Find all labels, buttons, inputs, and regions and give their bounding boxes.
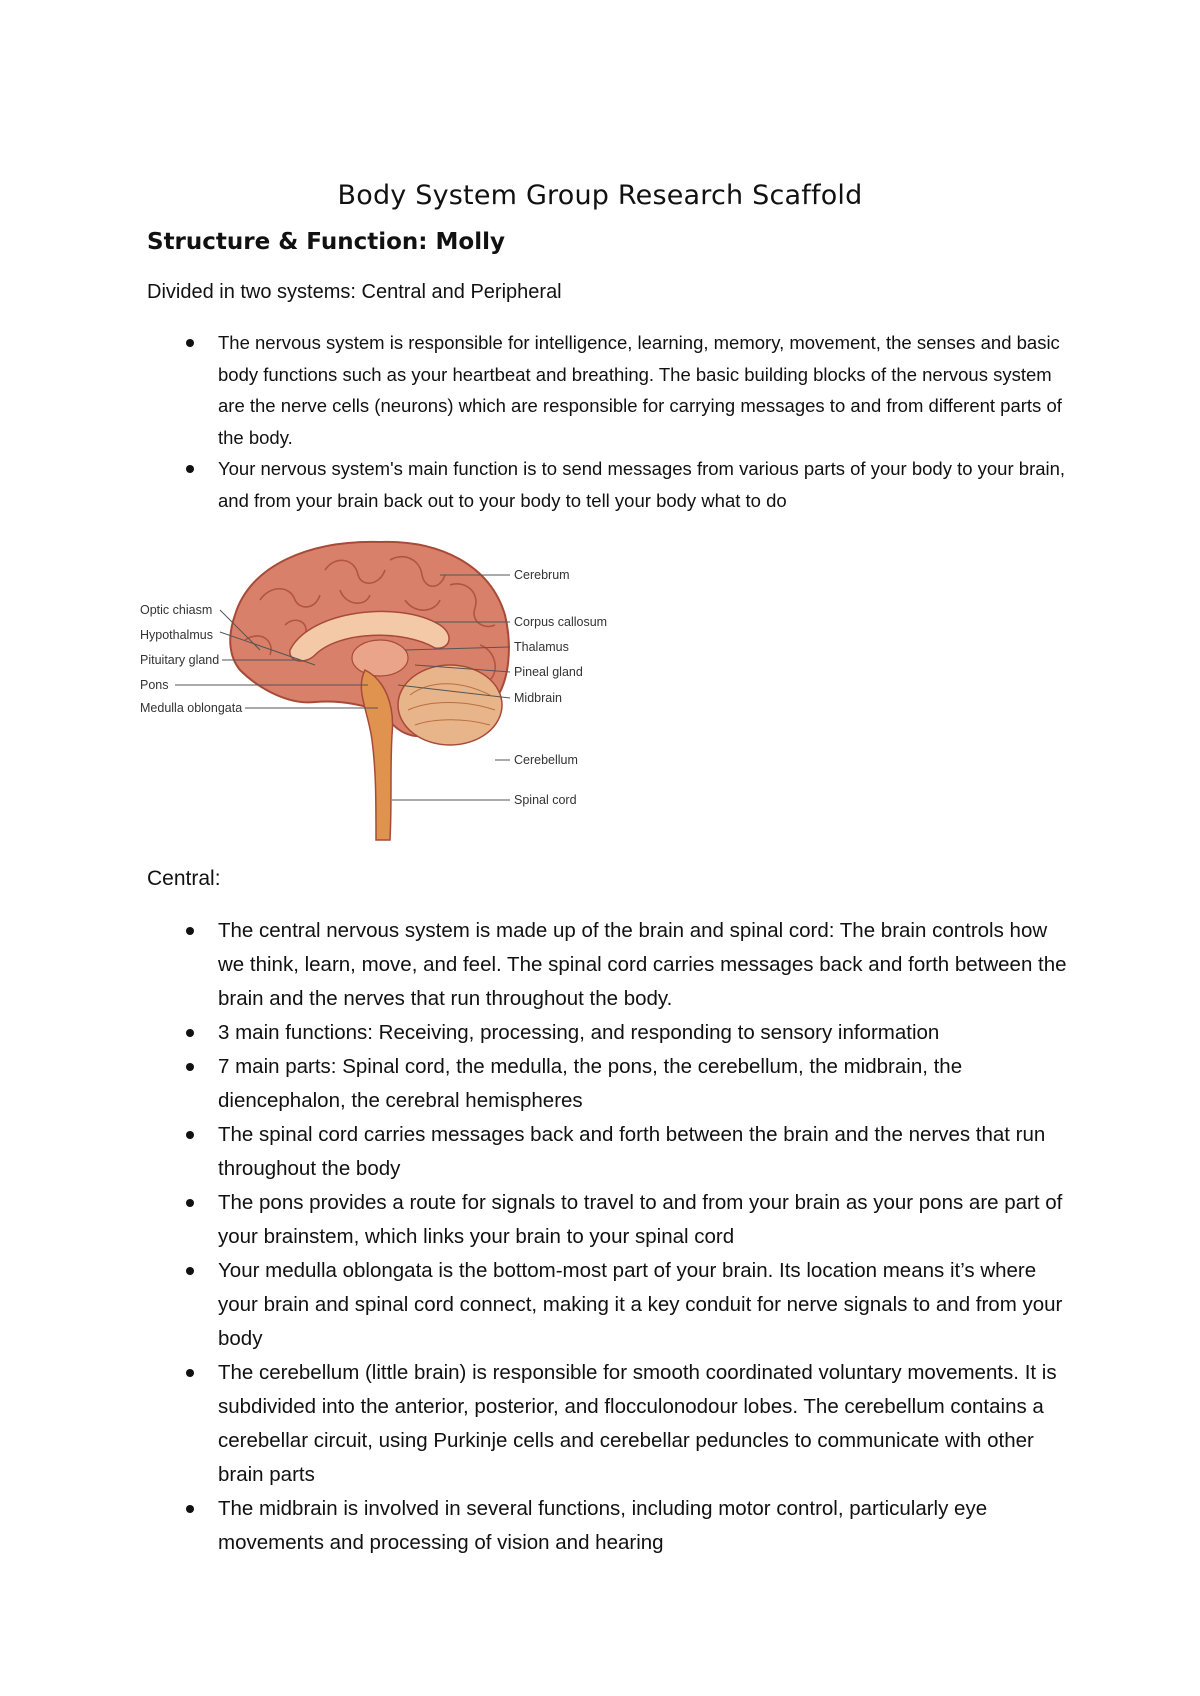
list-item-text: Your medulla oblongata is the bottom-most part of your brain. Its location means it’s where your brain and spinal cord connect, making it a key conduit for nerve signals to and from your body <box>218 1259 1063 1350</box>
brain-anatomy-diagram <box>140 530 680 850</box>
label-pituitary-gland: Pituitary gland <box>140 653 220 667</box>
list-item-text: The cerebellum (little brain) is responsible for smooth coordinated voluntary movements. It is subdivided into the anterior, posterior, and flocculonodour lobes. The cerebellum contains a cerebellar circuit, using Purkinje cells and cerebellar peduncles to communicate with other brain parts <box>218 1361 1057 1486</box>
list-item-text: The spinal cord carries messages back and forth between the brain and the nerves that run throughout the body <box>218 1123 1046 1180</box>
central-bullet-list <box>147 914 1077 1560</box>
list-item-text: Your nervous system's main function is to send messages from various parts of your body to your brain, and from your brain back out to your body to tell your body what to do <box>218 458 1066 511</box>
document-title: Body System Group Research Scaffold <box>337 180 863 211</box>
label-optic-chiasm: Optic chiasm <box>140 603 213 617</box>
section-heading: Structure & Function: Molly <box>147 229 505 255</box>
list-item <box>147 1254 1077 1356</box>
cerebellum-shape <box>398 665 502 745</box>
list-item <box>147 1016 1077 1050</box>
bullet-icon <box>186 1131 194 1139</box>
bullet-icon <box>186 465 194 473</box>
list-item <box>147 453 1067 516</box>
bullet-icon <box>186 927 194 935</box>
overview-bullet-list <box>147 327 1067 516</box>
label-spinal-cord: Spinal cord <box>514 793 577 807</box>
label-hypothalmus: Hypothalmus <box>140 628 213 642</box>
thalamus-shape <box>352 640 408 676</box>
bullet-icon <box>186 1063 194 1071</box>
central-section-label: Central: <box>147 867 221 890</box>
list-item-text: The midbrain is involved in several functions, including motor control, particularly eye movements and processing of vision and hearing <box>218 1497 988 1554</box>
list-item <box>147 1186 1077 1254</box>
list-item-text: The pons provides a route for signals to travel to and from your brain as your pons are part of your brainstem, which links your brain to your spinal cord <box>218 1191 1063 1248</box>
list-item-text: The central nervous system is made up of the brain and spinal cord: The brain controls how we think, learn, move, and feel. The spinal cord carries messages back and forth between the brain and the nerves that run throughout the body. <box>218 919 1067 1010</box>
label-midbrain: Midbrain <box>514 691 562 705</box>
spinal-cord-shape <box>361 670 392 840</box>
label-pineal-gland: Pineal gland <box>514 665 583 679</box>
list-item <box>147 1050 1077 1118</box>
list-item <box>147 1492 1077 1560</box>
label-thalamus: Thalamus <box>514 640 569 654</box>
label-corpus-callosum: Corpus callosum <box>514 615 608 629</box>
list-item-text: 3 main functions: Receiving, processing, and responding to sensory information <box>218 1021 940 1044</box>
label-cerebellum: Cerebellum <box>514 753 578 767</box>
bullet-icon <box>186 1369 194 1377</box>
list-item-text: The nervous system is responsible for intelligence, learning, memory, movement, the senses and basic body functions such as your heartbeat and breathing. The basic building blocks of the nervous system are the nerve cells (neurons) which are responsible for carrying messages to and from different parts of the body. <box>218 332 1062 448</box>
bullet-icon <box>186 339 194 347</box>
bullet-icon <box>186 1505 194 1513</box>
list-item <box>147 327 1067 453</box>
list-item <box>147 1118 1077 1186</box>
label-pons: Pons <box>140 678 169 692</box>
label-medulla-oblongata: Medulla oblongata <box>140 701 243 715</box>
list-item-text: 7 main parts: Spinal cord, the medulla, the pons, the cerebellum, the midbrain, the diencephalon, the cerebral hemispheres <box>218 1055 963 1112</box>
label-cerebrum: Cerebrum <box>514 568 570 582</box>
bullet-icon <box>186 1029 194 1037</box>
bullet-icon <box>186 1267 194 1275</box>
list-item <box>147 1356 1077 1492</box>
intro-line: Divided in two systems: Central and Peripheral <box>147 281 562 303</box>
bullet-icon <box>186 1199 194 1207</box>
list-item <box>147 914 1077 1016</box>
